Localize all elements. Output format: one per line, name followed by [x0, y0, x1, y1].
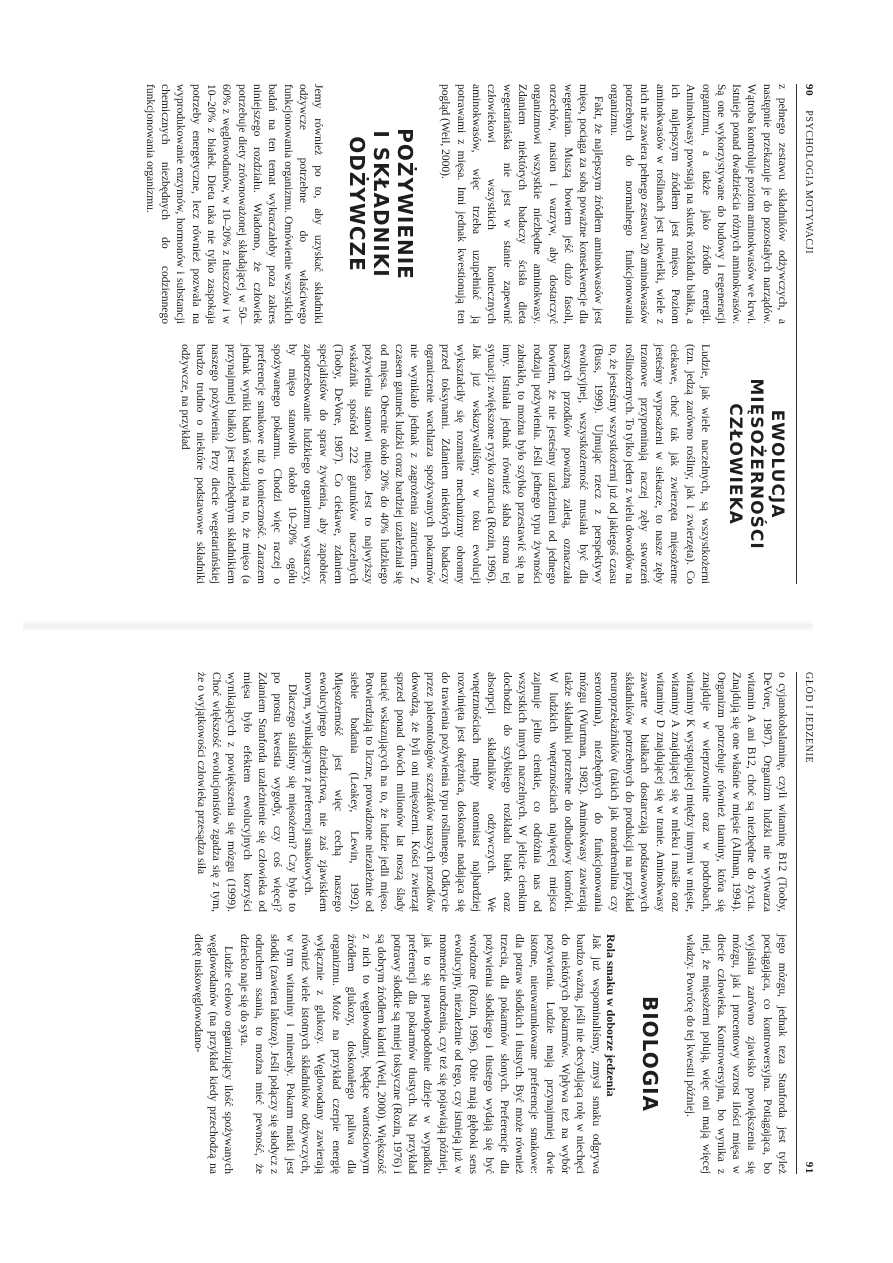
section-heading: [724, 344, 787, 584]
paragraph: jego mózgu, jednak teza Stanforda jest tyleż pociągająca, co kontrowersyjna. Potiągająca, bo wyjaśnia zarówno zjawisko powiększenia się mózgu, jak i procentowy wzrost ilości mięsa w diecie człowieka. Kontrowersyjna, bo wynika z niej, że mięsożerni polują, więc oni mają więcej władzy. Powrócę do tej kwestii później.: [684, 934, 788, 1174]
heading-line: POŻYWIENIE: [393, 128, 418, 280]
paragraph: z pełnego zestawu składników odżywczych, a następnie przekazuje je do pozostałych narządów. Wątroba kontroluje poziom aminokwasów we krwi. Istnieje ponad dwadzieścia różnych aminokwasów. Są one wykorzystywane do budowy i regeneracji organizmu, a także jako źródło energii. Aminokwasy powstają na skutek rozkładu białka, a ich najlepszym źródłem jest mięso. Poziom aminokwasów w roślinach jest niewielki, wiele z nich nie zawiera pełnego zestawu 20 aminokwasów potrzebnych do normalnego funkcjonowania organizmu.: [607, 84, 788, 324]
header-rule: [796, 672, 797, 1174]
running-head: PSYCHOLOGIA MOTYWACJI: [803, 110, 815, 255]
left-page: [0, 0, 893, 620]
paragraph: o cyjanokobalaminę, czyli witaminę B12 (Tooby, DeVore, 1987). Organizm ludzki nie wytwarza witamin A ani B12, choć są niezbędne do życia. Znajdują się one właśnie w mięsie (Allman, 1994). Organizm potrzebuje również tiaminy, która się znajduje w wieprzowinie oraz w podrobach, witaminy K występującej między innymi w mięsie, witaminy A znajdującej się w mleku i maśle oraz witaminy D znajdującej się w tranie. Aminokwasy zawarte w białkach dostarczają podstawowych składników potrzebnych do produkcji na przykład neuroprzekaźników (takich jak noradrenalina czy serotonina), niezbędnych do funkcjonowania mózgu (Wurtman, 1982). Aminokwasy zawierają także składniki potrzebne do odbudowy komórki. W ludzkich wnętrznościach najwięcej miejsca zajmuje jelito cienkie, co odróżnia nas od wszystkich innych naczelnych. W jelicie cienkim dochodzi do szybkiego rozkładu białek oraz absorpcji składników odżywczych. We wnętrznościach małpy natomiast najbardziej rozwinięta jest okrężnica, doskonale nadająca się do trawienia pożywienia typu roślinnego. Odkrycie przez paleontologów szczątków naszych przodków dowodzą, że byli oni mięsożerni. Kości zwierząt sprzed ponad dwóch milionów lat noszą ślady nacięć wskazujących na to, że ludzie jedli mięso. Potwierdzają to liczne, prowadzone niezależnie od siebie badania (Leakey, Lewin, 1992). Mięsożerność jest więc cechą naszego ewolucyjnego dziedzictwa, nie zaś zjawiskiem nowym, wynikającym z preferencji smakowych.: [301, 672, 788, 912]
text-column: [190, 934, 789, 1174]
book-gutter: [23, 620, 813, 632]
paragraph: Ludzie, jak wiele naczelnych, są wszystkożerni (tzn. jedzą zarówno rośliny, jak i zwierzęta). Co ciekawe, choć tak jak zwierzęta mięsożerne jesteśmy wyposażeni w siekacze, to nasze zęby trzonowe przypominają raczej zęby stworzeń roślinożernych. To tylko jeden z wielu dowodów na to, że jesteśmy wszystkożerni już od jakiegoś czasu (Buss, 1999). Ujmując rzecz z perspektywy ewolucyjnej, wszystkożerność musiała być dla naszych przodków poważną zaletą, oznaczała bowiem, że nie jesteśmy uzależnieni od jednego rodzaju pożywienia. Jeśli jednego typu żywności zabrakło, to można było szybko przestawić się na inny. Istniała jednak również słaba strona tej sytuacji: zwiększone ryzyko zatrucia (Rozin, 1996). Jak już wskazywaliśmy, w toku ewolucji wykształciły się rozmaite mechanizmy obronny przed toksynami. Zdaniem niektórych badaczy ograniczenie wachlarza spożywanych pokarmów nie wynikało jednak z zagrożenia zatruciem. Z czasem gatunek ludzki coraz bardziej uzależniał się od mięsa. Obecnie około 20% do 40% ludzkiego pożywienia stanowi mięso. Jest to najwyższy wskaźnik spośród 222 gatunków naczelnych (Tooby, DeVore, 1987). Co ciekawe, zdaniem specjalistów do spraw żywienia, aby zapobiec zapotrzebowanie ludzkiego organizmu wystarczy, by mięso stanowiło około 10–20% ogółu spożywanego pokarmu. Chodzi więc raczej o preferencje smakowe niż o konieczność. Zarazem jednak wyniki badań wskazują na to, że mięso (a przynajmniej białko) jest niezbędnym składnikiem naszego pożywienia. Przy diecie wegetariańskiej bardzo trudno o niektóre podstawowe składniki odżywcze, na przykład: [178, 344, 711, 584]
page-number: 90: [803, 84, 815, 97]
text-column: [142, 84, 789, 324]
paragraph: Jemy również po to, aby uzyskać składniki odżywcze potrzebne do właściwego funkcjonowania organizmu. Omówienie wszystkich badań na ten temat wykraczałoby poza zakres niniejszego rozdziału. Wiadomo, że człowiek potrzebuje diety zrównoważonej składającej w 50–60% z węglowodanów, w 10–20% z tłuszczów i w 10–20% z białek. Dieta taka nie tylko zaspokaja potrzeby energetyczne, lecz również pozwala na wyprodukowanie enzymów, hormonów i substancji chemicznych niezbędnych do codziennego funkcjonowania organizmu.: [143, 84, 325, 324]
page-number: 91: [803, 1161, 815, 1174]
running-head: GŁÓD I JEDZENIE: [803, 672, 815, 764]
header-rule: [796, 84, 797, 584]
heading-line: EWOLUCJA: [767, 409, 787, 519]
paragraph: Ludzie celowo organizujący ilość spożywanych węglowodanów (na przykład kiedy przechodzą na dietę niskowęglowodano-: [191, 934, 235, 1174]
heading-line: MIĘSOŻERNOŚCI CZŁOWIEKA: [725, 378, 766, 550]
section-heading: [345, 84, 417, 324]
paragraph: Jak już wspominaliśmy, zmysł smaku odgrywa bardzo ważną, jeśli nie decydującą rolę w niechęci do niektórych pokarmów. Wpływa też na wybór pożywienia. Ludzie mają przynajmniej dwie istotne, nieuwarunkowane preferencje smakowe: dla potraw słodkich i tłustych. Być może również trzecia, dla pokarmów słonych. Preferencje dla pożywienia słodkiego i tłustego wydają się być wrodzone (Rozin, 1996). Obie mają głęboki sens ewolucyjny, niezależnie od tego, czy istnieją już w momencie urodzenia, czy też się pojawiają później, jak to się prawdopodobnie dzieje w wypadku preferencji dla pokarmów tłustych. Na przykład potrawy słodkie są mniej toksyczne (Rozin, 1976) i są dobrym źródłem kalorii (Weil, 2000). Większość z nich to węglowodany, będące wartościowym źródłem glukozy, doskonałego paliwa dla organizmu. Może na przykład czerpie energię wyłącznie z glukozy. Węglowodany zawierają również wiele istotnych składników odżywczych, w tym witaminy i minerały. Pokarm matki jest słodki (zawiera laktozę). Jeśli połączy się słodycz z odruchem ssania, to można mieć pewność, że dziecko naje się do syta.: [237, 934, 602, 1174]
text-column: [177, 344, 789, 584]
right-page: [0, 632, 893, 1263]
subheading: Rola smaku w doborze jedzenia: [603, 934, 618, 1097]
text-column: [192, 672, 789, 912]
paragraph: Fakt, że najlepszym źródłem aminokwasów jest mięso, pociąga za sobą poważne konsekwencje dla wegetarian. Muszą bowiem jeść dużo fasoli, orzechów, nasion i warzyw, aby dostarczyć organizmowi wszystkie niezbędne aminokwasy. Zdaniem niektórych badaczy ścisła dieta wegetariańska nie jest w stanie zapewnić człowiekowi wszystkich koniecznych aminokwasów, więc trzeba uzupełniać ją potrawami z mięsa. Inni jednak kwestionują ten pogląd (Weil, 2000).: [439, 84, 605, 324]
page-header: [801, 672, 817, 1174]
section-heading: BIOLOGIA: [637, 995, 662, 1113]
paragraph: Dlaczego staliśmy się mięsożerni? Czy było to po prostu kwestia wygody, czy coś więcej? Zdaniem Stanforda uzależnienie się człowieka od mięsa było efektem ewolucyjnych korzyści wynikających z powiększenia się mózgu (1999). Choć większość ewolucjonistów zgadza się z tym, że o wyjątkowości człowieka przesądza siła: [194, 672, 299, 912]
heading-line: I SKŁADNIKI ODŻYWCZE: [345, 130, 394, 278]
page-header: [801, 84, 817, 584]
